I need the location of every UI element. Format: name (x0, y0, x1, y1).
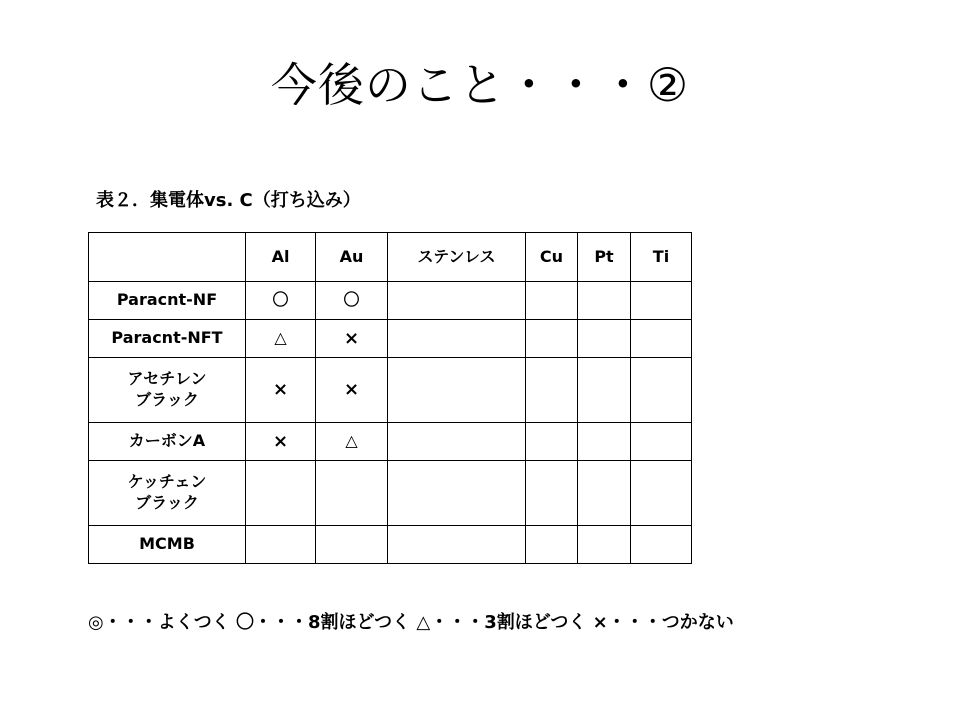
cell-empty (631, 461, 692, 526)
cell-empty (246, 461, 316, 526)
table-row (89, 423, 692, 461)
cell-empty (578, 320, 631, 358)
row-label-line: ブラック (135, 493, 199, 512)
cell-empty (631, 320, 692, 358)
table-row (89, 358, 692, 423)
table-row (89, 320, 692, 358)
header-cu: Cu (526, 233, 578, 282)
cell-empty (388, 282, 526, 320)
legend: ◎・・・よくつく 〇・・・8割ほどつく △・・・3割ほどつく ×・・・つかない (88, 612, 734, 633)
table-header-row (89, 233, 692, 282)
cell-empty (578, 526, 631, 564)
cell-empty (578, 423, 631, 461)
cell-empty (526, 461, 578, 526)
cell-empty (631, 358, 692, 423)
cell-empty (388, 358, 526, 423)
cell-mark: × (246, 423, 316, 461)
header-stainless: ステンレス (388, 233, 526, 282)
header-ti: Ti (631, 233, 692, 282)
cell-mark: × (316, 320, 388, 358)
cell-empty (631, 526, 692, 564)
cell-empty (316, 526, 388, 564)
cell-empty (578, 461, 631, 526)
row-label: MCMB (89, 526, 246, 564)
row-label (89, 461, 246, 526)
row-label-line: ブラック (135, 390, 199, 409)
cell-empty (526, 282, 578, 320)
cell-empty (388, 461, 526, 526)
cell-empty (526, 423, 578, 461)
header-au: Au (316, 233, 388, 282)
table-row (89, 526, 692, 564)
cell-empty (526, 358, 578, 423)
table-row (89, 282, 692, 320)
header-corner-cell (89, 233, 246, 282)
header-pt: Pt (578, 233, 631, 282)
slide-title: 今後のこと・・・② (270, 58, 690, 112)
cell-empty (578, 358, 631, 423)
cell-empty (316, 461, 388, 526)
row-label: Paracnt-NF (89, 282, 246, 320)
cell-empty (246, 526, 316, 564)
header-al: Al (246, 233, 316, 282)
table-row (89, 461, 692, 526)
cell-empty (388, 526, 526, 564)
cell-mark: 〇 (316, 282, 388, 320)
cell-empty (388, 423, 526, 461)
row-label: Paracnt-NFT (89, 320, 246, 358)
cell-mark: 〇 (246, 282, 316, 320)
cell-mark: △ (316, 423, 388, 461)
cell-empty (526, 526, 578, 564)
cell-empty (388, 320, 526, 358)
cell-empty (526, 320, 578, 358)
row-label: カーボンA (89, 423, 246, 461)
cell-empty (578, 282, 631, 320)
cell-mark: × (246, 358, 316, 423)
cell-empty (631, 282, 692, 320)
row-label-line: アセチレン (127, 369, 207, 389)
row-label (89, 358, 246, 423)
collector-table (88, 232, 692, 564)
table-caption: 表２．集電体vs. C（打ち込み） (96, 190, 361, 211)
row-label-line: ケッチェン (127, 472, 207, 492)
cell-mark: × (316, 358, 388, 423)
cell-empty (631, 423, 692, 461)
cell-mark: △ (246, 320, 316, 358)
